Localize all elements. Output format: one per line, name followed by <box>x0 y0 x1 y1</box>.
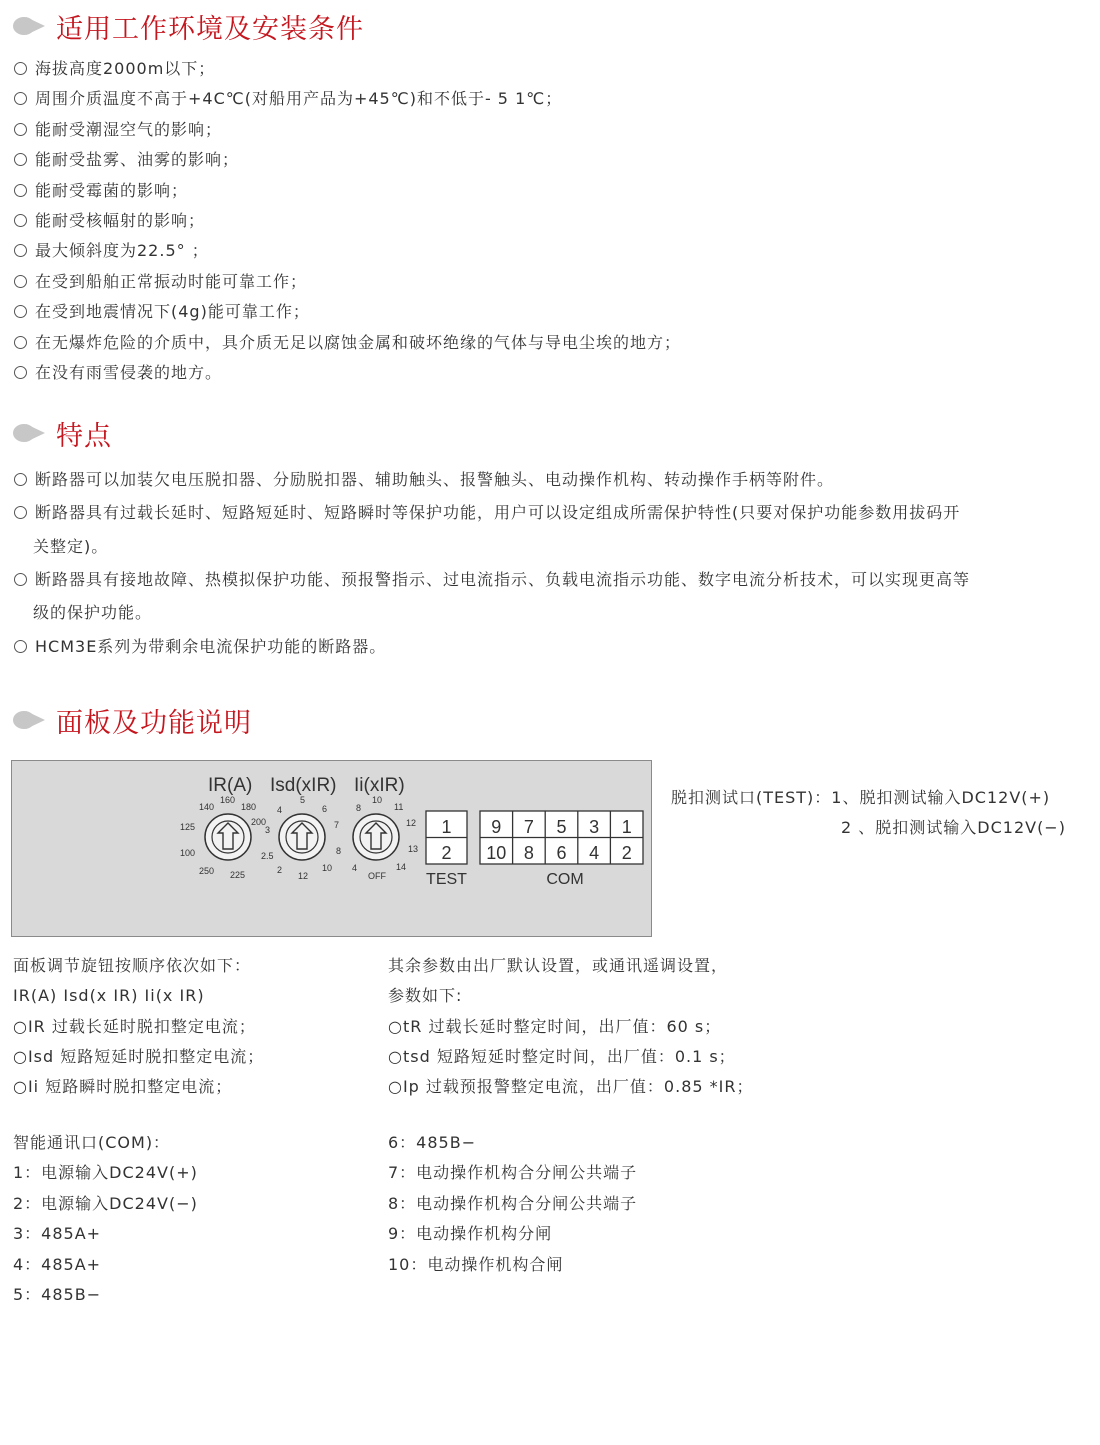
test-terminal-1: 1 <box>441 817 452 837</box>
com-terminal: 5 <box>556 817 567 837</box>
section-title: 特点 <box>56 420 112 452</box>
com-terminal: 3 <box>589 817 600 837</box>
isd-tick-label: 4 <box>277 805 283 815</box>
circle-bullet-icon <box>14 640 27 653</box>
circle-bullet-icon <box>14 336 27 349</box>
isd-tick-label: 2.5 <box>261 851 274 861</box>
isd-tick-label: 10 <box>322 863 333 873</box>
isd-tick-label: 3 <box>265 825 271 835</box>
test-desc-line1: 脱扣测试口(TEST)：1、脱扣测试输入DC12V(+) <box>671 788 1051 807</box>
com-desc-item: 1：电源输入DC24V(+) <box>13 1163 198 1182</box>
com-desc-item: 2：电源输入DC24V(−) <box>13 1194 198 1213</box>
ir-tick-label: 160 <box>220 795 236 805</box>
isd-knob-label: Isd(xIR) <box>270 775 337 796</box>
list-item: 能耐受潮湿空气的影响； <box>14 120 222 140</box>
section-bullet-icon <box>12 423 46 443</box>
circle-bullet-icon <box>14 305 27 318</box>
test-label: TEST <box>426 871 467 888</box>
circle-bullet-icon <box>14 92 27 105</box>
section-bullet-icon <box>12 16 46 36</box>
circle-bullet-icon <box>14 506 27 519</box>
ir-tick-label: 100 <box>180 848 196 858</box>
com-label: COM <box>546 871 584 888</box>
isd-tick-label: 8 <box>336 846 342 856</box>
ir-tick-label: 250 <box>199 866 215 876</box>
knob-item-isd: ○Isd 短路短延时脱扣整定电流； <box>13 1047 265 1066</box>
ir-knob[interactable] <box>205 814 251 860</box>
com-desc-title: 智能通讯口(COM)： <box>13 1133 171 1152</box>
ii-knob[interactable] <box>353 814 399 860</box>
com-terminal: 2 <box>621 843 632 863</box>
ir-tick-label: 225 <box>230 870 246 880</box>
list-item: 在无爆炸危险的介质中，具介质无足以腐蚀金属和破坏绝缘的气体与导电尘埃的地方； <box>14 333 681 353</box>
list-item-continuation: 关整定)。 <box>33 537 109 556</box>
section-heading-environment <box>12 6 364 46</box>
ir-knob-label: IR(A) <box>208 775 253 796</box>
list-item: 断路器具有过载长延时、短路短延时、短路瞬时等保护功能，用户可以设定组成所需保护特性(只要对保护功能参数用拔码开 <box>14 503 960 523</box>
circle-bullet-icon <box>14 214 27 227</box>
ir-tick-label: 200 <box>251 817 267 827</box>
circle-bullet-icon <box>14 573 27 586</box>
section-heading-features <box>12 413 112 453</box>
list-item: 最大倾斜度为22.5° ； <box>14 241 209 261</box>
param-item-tr: ○tR 过载长延时整定时间，出厂值：60 s； <box>388 1017 722 1036</box>
knob-item-ir: ○IR 过载长延时脱扣整定电流； <box>13 1017 256 1036</box>
test-desc-line2: 2 、脱扣测试输入DC12V(−) <box>841 818 1066 837</box>
test-terminal-2: 2 <box>441 843 452 863</box>
param-item-tsd: ○tsd 短路短延时整定时间，出厂值：0.1 s； <box>388 1047 736 1066</box>
panel-svg <box>12 761 651 936</box>
ir-tick-label: 180 <box>241 802 257 812</box>
param-intro: 其余参数由出厂默认设置，或通讯遥调设置， <box>388 956 729 975</box>
list-item: 海拔高度2000m以下； <box>14 59 215 79</box>
ii-knob-label: Ii(xIR) <box>354 775 405 796</box>
knob-item-ii: ○Ii 短路瞬时脱扣整定电流； <box>13 1077 233 1096</box>
com-terminal: 10 <box>486 843 507 863</box>
com-desc-item: 3：485A+ <box>13 1224 102 1243</box>
isd-tick-label: 7 <box>334 820 340 830</box>
isd-tick-label: 2 <box>277 865 283 875</box>
list-item: 断路器具有接地故障、热模拟保护功能、预报警指示、过电流指示、负载电流指示功能、数字电流分析技术，可以实现更高等 <box>14 570 970 590</box>
section-title: 适用工作环境及安装条件 <box>56 13 364 45</box>
circle-bullet-icon <box>14 184 27 197</box>
list-item: 能耐受霉菌的影响； <box>14 181 188 201</box>
isd-tick-label: 5 <box>300 795 306 805</box>
com-terminal: 1 <box>621 817 632 837</box>
circle-bullet-icon <box>14 244 27 257</box>
ii-tick-label: 11 <box>394 802 404 812</box>
com-terminal: 7 <box>523 817 534 837</box>
com-desc-item: 6：485B− <box>388 1133 477 1152</box>
circle-bullet-icon <box>14 62 27 75</box>
list-item: 能耐受核幅射的影响； <box>14 211 205 231</box>
list-item-continuation: 级的保护功能。 <box>33 603 153 622</box>
circle-bullet-icon <box>14 275 27 288</box>
param-item-ip: ○Ip 过载预报警整定电流，出厂值：0.85 *IR； <box>388 1077 754 1096</box>
circle-bullet-icon <box>14 153 27 166</box>
ir-tick-label: 125 <box>180 822 196 832</box>
ii-tick-label: 10 <box>372 795 383 805</box>
ir-tick-label: 140 <box>199 802 215 812</box>
list-item: HCM3E系列为带剩余电流保护功能的断路器。 <box>14 637 386 657</box>
knob-list: IR(A) Isd(x IR) Ii(x IR) <box>13 986 205 1005</box>
circle-bullet-icon <box>14 123 27 136</box>
ii-tick-label: 13 <box>408 844 419 854</box>
circle-bullet-icon <box>14 366 27 379</box>
control-panel-diagram <box>11 760 652 937</box>
list-item: 在受到地震情况下(4g)能可靠工作； <box>14 302 310 322</box>
param-intro-2: 参数如下: <box>388 986 463 1005</box>
list-item: 在没有雨雪侵袭的地方。 <box>14 363 222 383</box>
section-title: 面板及功能说明 <box>56 707 252 739</box>
com-desc-item: 7：电动操作机构合分闸公共端子 <box>388 1163 638 1182</box>
ii-tick-label: 8 <box>356 803 362 813</box>
isd-tick-label: 6 <box>322 804 328 814</box>
com-terminal: 9 <box>491 817 502 837</box>
com-terminal-block <box>480 811 643 888</box>
com-terminal: 8 <box>523 843 534 863</box>
list-item: 断路器可以加装欠电压脱扣器、分励脱扣器、辅助触头、报警触头、电动操作机构、转动操作手柄等附件。 <box>14 470 834 490</box>
isd-knob[interactable] <box>279 814 325 860</box>
section-bullet-icon <box>12 710 46 730</box>
list-item: 能耐受盐雾、油雾的影响； <box>14 150 239 170</box>
com-desc-item: 5：485B− <box>13 1285 102 1304</box>
com-terminal: 4 <box>589 843 600 863</box>
section-heading-panel <box>12 700 252 740</box>
com-desc-item: 8：电动操作机构合分闸公共端子 <box>388 1194 638 1213</box>
ii-tick-label: OFF <box>368 871 386 881</box>
com-terminal: 6 <box>556 843 567 863</box>
com-desc-item: 10：电动操作机构合闸 <box>388 1255 564 1274</box>
ii-tick-label: 12 <box>406 818 417 828</box>
com-desc-item: 9：电动操作机构分闸 <box>388 1224 553 1243</box>
circle-bullet-icon <box>14 473 27 486</box>
list-item: 周围介质温度不高于+4C℃(对船用产品为+45℃)和不低于- 5 1℃； <box>14 89 562 109</box>
ii-tick-label: 14 <box>396 862 407 872</box>
isd-tick-label: 12 <box>298 871 309 881</box>
ii-tick-label: 4 <box>352 863 358 873</box>
test-terminal-block <box>426 811 467 888</box>
list-item: 在受到船舶正常振动时能可靠工作； <box>14 272 307 292</box>
com-desc-item: 4：485A+ <box>13 1255 102 1274</box>
knob-intro: 面板调节旋钮按顺序依次如下： <box>13 956 252 975</box>
